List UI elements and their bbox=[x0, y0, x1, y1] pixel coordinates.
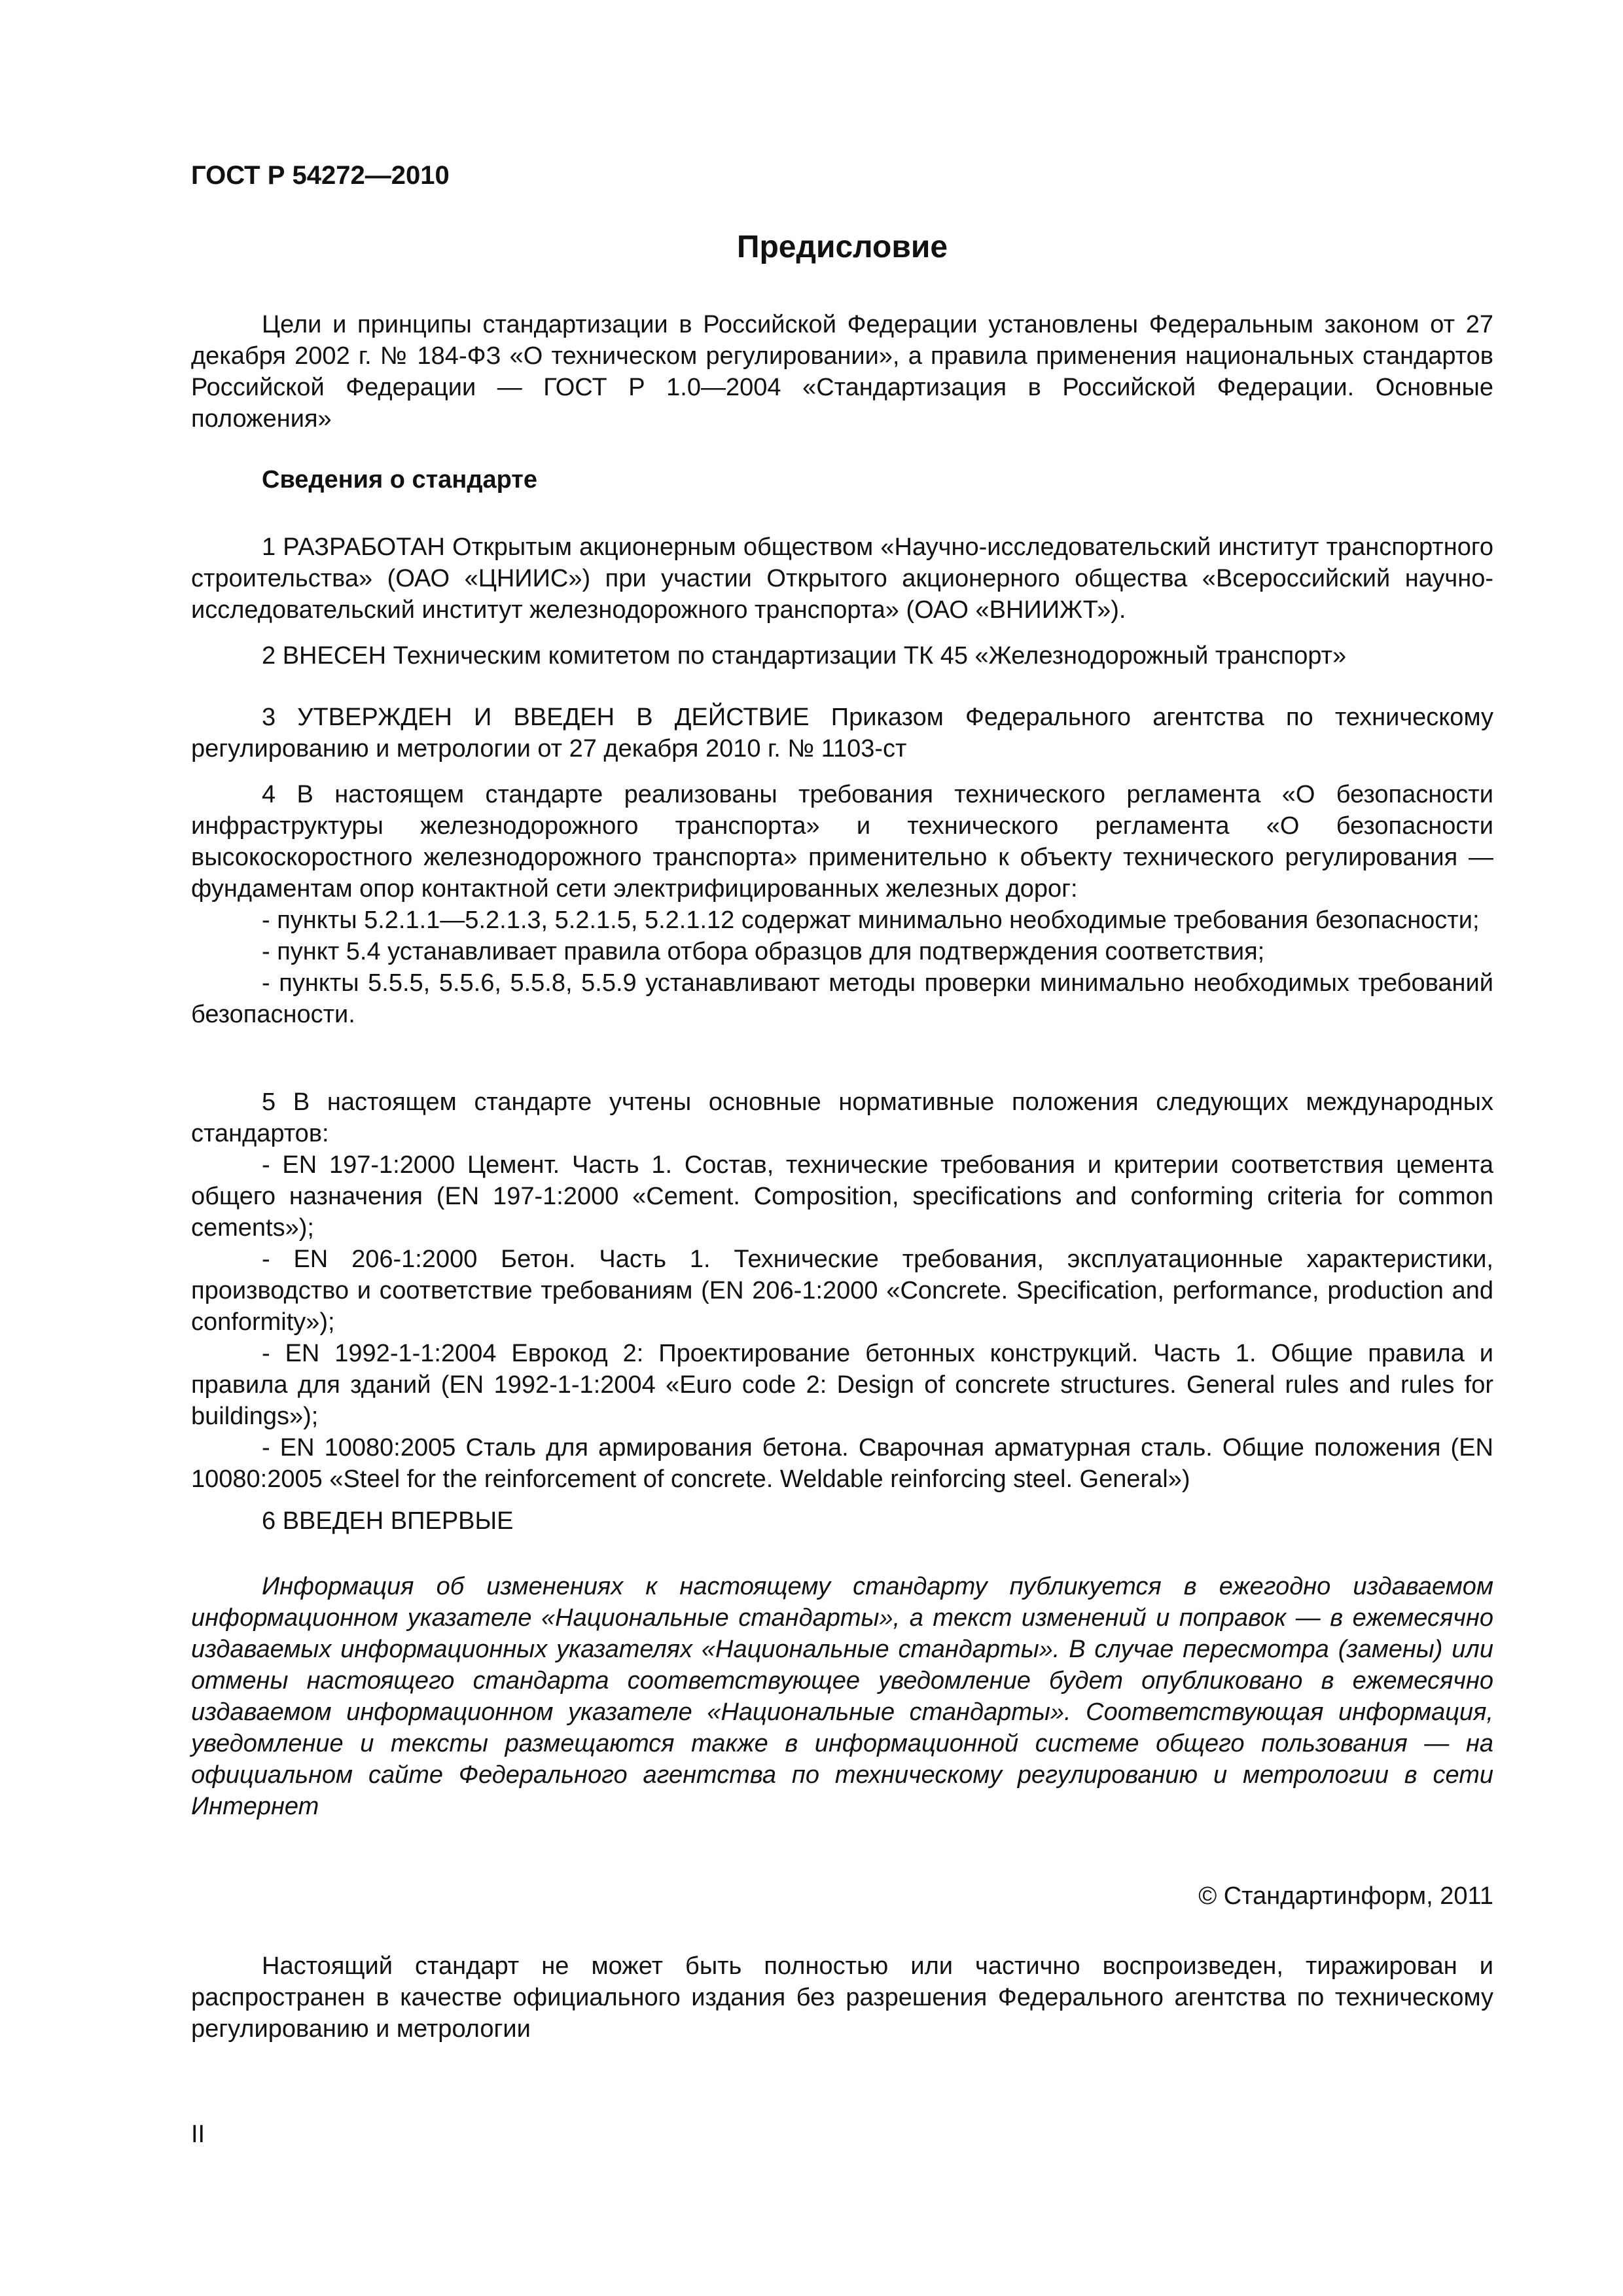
copyright-line: © Стандартинформ, 2011 bbox=[1198, 1882, 1493, 1910]
item-4-bullet-1: - пункты 5.2.1.1—5.2.1.3, 5.2.1.5, 5.2.1.12 содержат минимально необходимые требования безопасности; bbox=[262, 906, 1480, 934]
item-5-bullet-3: - EN 1992-1-1:2004 Еврокод 2: Проектирование бетонных конструкций. Часть 1. Общие правила и правила для зданий (EN 1992-1-1:2004 «Euro code 2: Design of concrete structures. General rules and rules for buildings»); bbox=[191, 1340, 1493, 1430]
item-6-block bbox=[191, 1505, 1493, 1537]
page-title: Предисловие bbox=[736, 230, 948, 264]
notice-paragraph: Информация об изменениях к настоящему стандарту публикуется в ежегодно издаваемом информационном указателе «Национальные стандарты», а текст изменений и поправок — в ежемесячно издаваемых информационных указателях «Национальные стандарты». В случае пересмотра (замены) или отмены настоящего стандарта соответствующее уведомление будет опубликовано в ежемесячно издаваемом информационном указателе «Национальные стандарты». Соответствующая информация, уведомление и тексты размещаются также в информационной системе общего пользования — на официальном сайте Федерального агентства по техническому регулированию и метрологии в сети Интернет bbox=[191, 1573, 1493, 1820]
intro-paragraph-block bbox=[191, 309, 1493, 435]
page-number: II bbox=[191, 2121, 205, 2148]
item-5-bullet-1: - EN 197-1:2000 Цемент. Часть 1. Состав, технические требования и критерии соответствия цемента общего назначения (EN 197-1:2000 «Cement. Composition, specifications and conforming criteria for common cements»); bbox=[191, 1151, 1493, 1242]
document-header-id: ГОСТ Р 54272—2010 bbox=[191, 161, 450, 190]
item-3-block bbox=[191, 702, 1493, 764]
item-5-bullet-4: - EN 10080:2005 Сталь для армирования бетона. Сварочная арматурная сталь. Общие положения (EN 10080:2005 «Steel for the reinforcement of concrete. Weldable reinforcing steel. General») bbox=[191, 1434, 1493, 1493]
item-1: 1 РАЗРАБОТАН Открытым акционерным обществом «Научно-исследовательский институт транспортного строительства» (ОАО «ЦНИИС») при участии Открытого акционерного общества «Всероссийский научно-исследовательский институт железнодорожного транспорта» (ОАО «ВНИИЖТ»). bbox=[191, 533, 1493, 624]
item-5-block bbox=[191, 1086, 1493, 1495]
section-title: Сведения о стандарте bbox=[262, 466, 538, 493]
item-2-block bbox=[191, 640, 1493, 672]
item-4-block bbox=[191, 779, 1493, 1030]
intro-paragraph: Цели и принципы стандартизации в Российской Федерации установлены Федеральным законом от 27 декабря 2002 г. № 184-ФЗ «О техническом регулировании», а правила применения национальных стандартов Российской Федерации — ГОСТ Р 1.0—2004 «Стандартизация в Российской Федерации. Основные положения» bbox=[191, 311, 1493, 433]
item-6: 6 ВВЕДЕН ВПЕРВЫЕ bbox=[262, 1507, 514, 1535]
item-5-bullet-2: - EN 206-1:2000 Бетон. Часть 1. Технические требования, эксплуатационные характеристики, производство и соответствие требованиям (EN 206-1:2000 «Concrete. Specification, performance, production and conformity»); bbox=[191, 1246, 1493, 1336]
restriction-block bbox=[191, 1950, 1493, 2045]
restriction-paragraph: Настоящий стандарт не может быть полностью или частично воспроизведен, тиражирован и распространен в качестве официального издания без разрешения Федерального агентства по техническому регулированию и метрологии bbox=[191, 1952, 1493, 2043]
notice-block bbox=[191, 1571, 1493, 1822]
item-2: 2 ВНЕСЕН Техническим комитетом по стандартизации ТК 45 «Железнодорожный транспорт» bbox=[262, 642, 1347, 670]
item-4-bullet-2: - пункт 5.4 устанавливает правила отбора образцов для подтверждения соответствия; bbox=[262, 938, 1265, 965]
item-5: 5 В настоящем стандарте учтены основные нормативные положения следующих международных стандартов: bbox=[191, 1088, 1493, 1147]
item-4: 4 В настоящем стандарте реализованы требования технического регламента «О безопасности инфраструктуры железнодорожного транспорта» и технического регламента «О безопасности высокоскоростного железнодорожного транспорта» применительно к объекту технического регулирования — фундаментам опор контактной сети электрифицированных железных дорог: bbox=[191, 781, 1493, 903]
item-1-block bbox=[191, 531, 1493, 626]
item-3: 3 УТВЕРЖДЕН И ВВЕДЕН В ДЕЙСТВИЕ Приказом Федерального агентства по техническому регулированию и метрологии от 27 декабря 2010 г. № 1103-ст bbox=[191, 704, 1493, 762]
item-4-bullet-3: - пункты 5.5.5, 5.5.6, 5.5.8, 5.5.9 устанавливают методы проверки минимально необходимых требований безопасности. bbox=[191, 969, 1493, 1028]
document-page bbox=[191, 0, 1493, 2296]
